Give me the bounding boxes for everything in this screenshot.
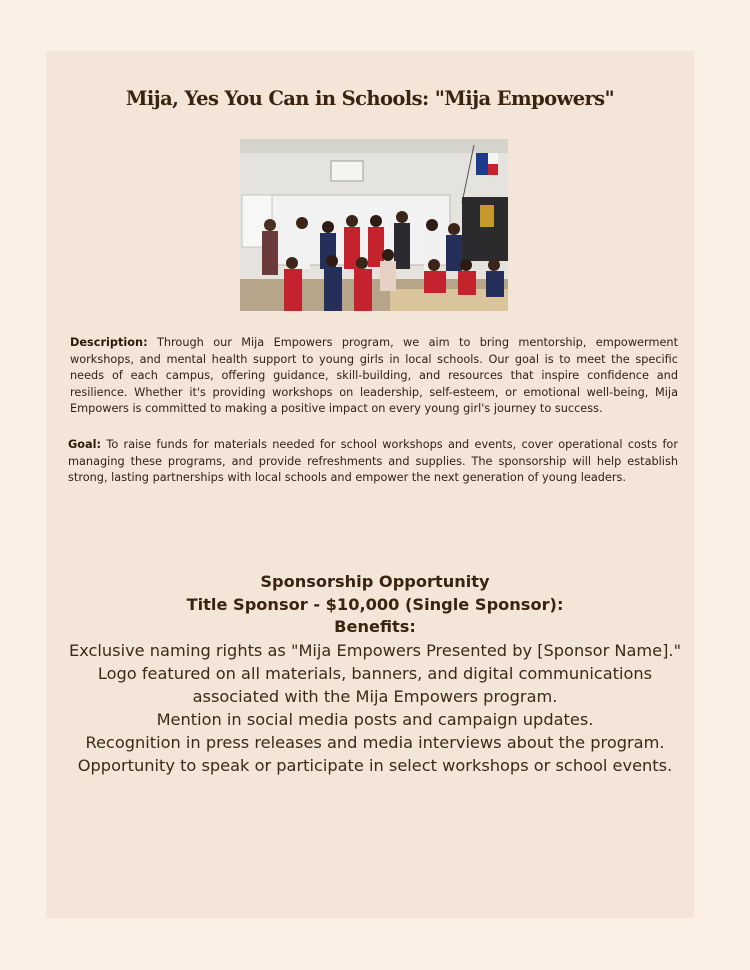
classroom-photo-illustration bbox=[240, 139, 508, 311]
benefit-item: Mention in social media posts and campaign updates. bbox=[156, 709, 594, 729]
description-text: Through our Mija Empowers program, we aim to bring mentorship, empowerment workshops, and mental health support to young girls in local schools. Our goal is to meet the specific needs of each campus, offering guidance, skill-building, and resources that inspire confidence and resilience. Whether it's providing workshops on leadership, self-esteem, or emotional well-being, Mija Empowers is committed to making a positive impact on every young girl's journey to success. bbox=[70, 336, 678, 416]
description-paragraph bbox=[70, 335, 678, 418]
sponsorship-heading: Sponsorship Opportunity bbox=[260, 572, 490, 591]
description-label: Description: bbox=[70, 336, 148, 349]
sponsorship-section bbox=[66, 571, 684, 777]
benefits-heading: Benefits: bbox=[334, 617, 416, 636]
page-title: Mija, Yes You Can in Schools: "Mija Empowers" bbox=[125, 87, 615, 110]
goal-text: To raise funds for materials needed for school workshops and events, cover operational costs for managing these programs, and provide refreshments and supplies. The sponsorship will help establish strong, lasting partnerships with local schools and empower the next generation of young leaders. bbox=[68, 438, 678, 485]
content-card bbox=[46, 51, 694, 918]
goal-paragraph bbox=[68, 437, 678, 487]
benefit-item: Logo featured on all materials, banners, and digital communications associated with the Mija Empowers program. bbox=[97, 663, 653, 706]
sponsor-tier: Title Sponsor - $10,000 (Single Sponsor): bbox=[186, 594, 564, 614]
benefit-item: Recognition in press releases and media interviews about the program. bbox=[85, 732, 665, 752]
benefit-item: Exclusive naming rights as "Mija Empowers Presented by [Sponsor Name]." bbox=[68, 640, 682, 660]
benefit-item: Opportunity to speak or participate in select workshops or school events. bbox=[77, 755, 673, 775]
goal-label: Goal: bbox=[68, 438, 102, 451]
group-photo bbox=[240, 139, 508, 311]
